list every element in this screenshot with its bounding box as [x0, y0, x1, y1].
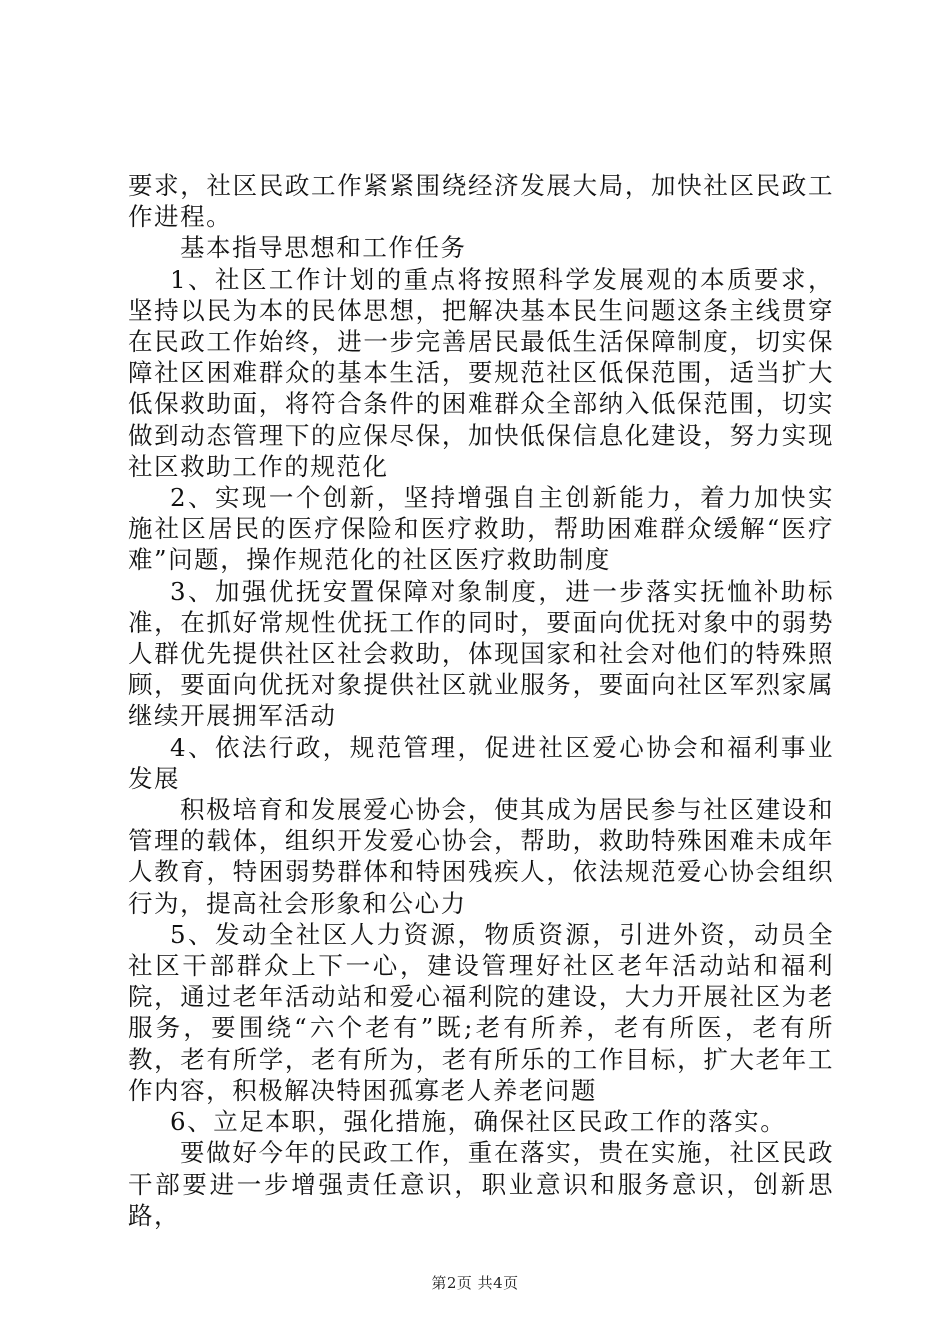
- paragraph-love-association: 积极培育和发展爱心协会，使其成为居民参与社区建设和管理的载体，组织开发爱心协会，帮助，救助特殊困难未成年人教育，特困弱势群体和特困残疾人，依法规范爱心协会组织行为，提高社会形象和公心力: [128, 795, 834, 918]
- paragraph-continuation: 要求，社区民政工作紧紧围绕经济发展大局，加快社区民政工作进程。: [128, 171, 834, 232]
- paragraph-item-1: 1、社区工作计划的重点将按照科学发展观的本质要求，坚持以民为本的民体思想，把解决基本民生问题这条主线贯穿在民政工作始终，进一步完善居民最低生活保障制度，切实保障社区困难群众的基本生活，要规范社区低保范围，适当扩大低保救助面，将符合条件的困难群众全部纳入低保范围，切实做到动态管理下的应保尽保，加快低保信息化建设，努力实现社区救助工作的规范化: [128, 264, 834, 481]
- paragraph-item-2: 2、实现一个创新，坚持增强自主创新能力，着力加快实施社区居民的医疗保险和医疗救助，帮助困难群众缓解“医疗难”问题，操作规范化的社区医疗救助制度: [128, 483, 834, 575]
- paragraph-item-5: 5、发动全社区人力资源，物质资源，引进外资，动员全社区干部群众上下一心，建设管理好社区老年活动站和福利院，通过老年活动站和爱心福利院的建设，大力开展社区为老服务，要围绕“六个老有”既;老有所养，老有所医，老有所教，老有所学，老有所为，老有所乐的工作目标，扩大老年工作内容，积极解决特困孤寡老人养老问题: [128, 919, 834, 1105]
- paragraph-item-3: 3、加强优抚安置保障对象制度，进一步落实抚恤补助标准，在抓好常规性优抚工作的同时，要面向优抚对象中的弱势人群优先提供社区社会救助，体现国家和社会对他们的特殊照顾，要面向优抚对象提供社区就业服务，要面向社区军烈家属继续开展拥军活动: [128, 576, 834, 731]
- paragraph-item-4: 4、依法行政，规范管理，促进社区爱心协会和福利事业发展: [128, 732, 834, 793]
- page-number-footer: 第2页 共4页: [431, 1274, 519, 1292]
- document-body: [128, 170, 834, 1231]
- section-heading: 基本指导思想和工作任务: [180, 233, 467, 263]
- paragraph-closing: 要做好今年的民政工作，重在落实，贵在实施，社区民政干部要进一步增强责任意识，职业意识和服务意识，创新思路，: [128, 1138, 834, 1230]
- paragraph-item-6: 6、立足本职，强化措施，确保社区民政工作的落实。: [170, 1107, 787, 1137]
